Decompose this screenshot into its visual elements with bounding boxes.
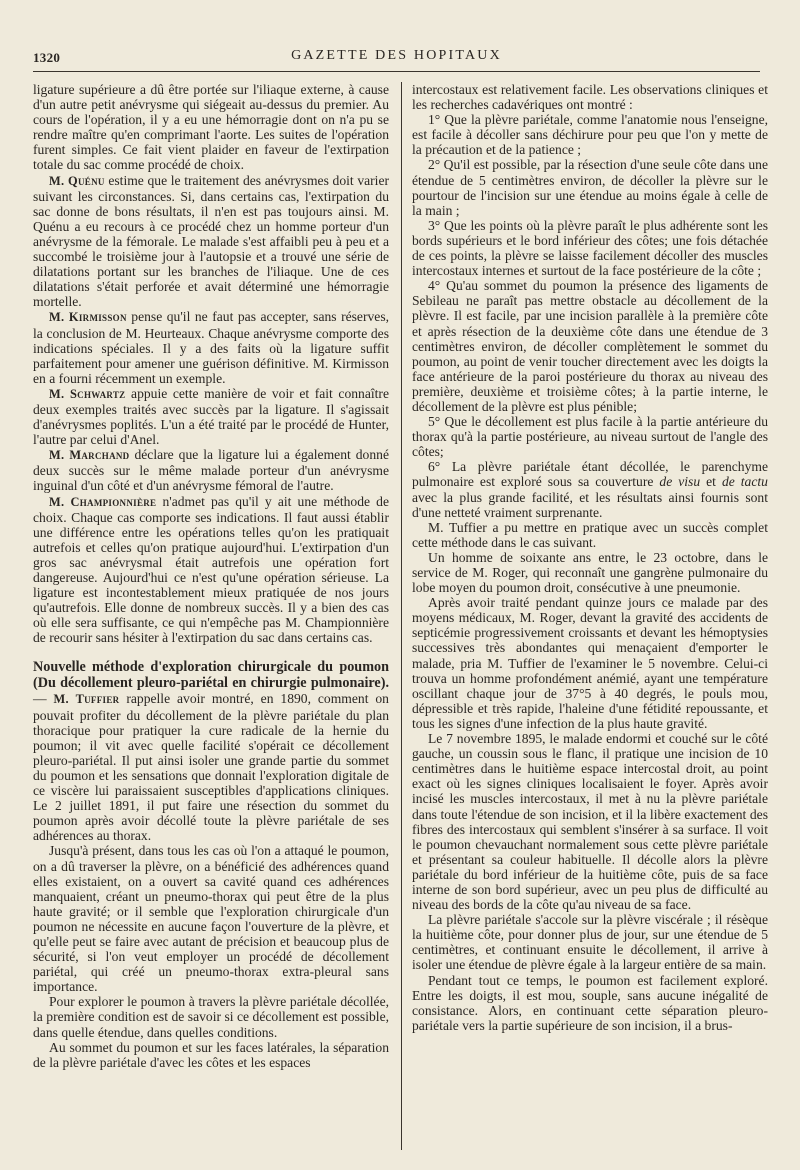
paragraph: Pour explorer le poumon à travers la plèvre pariétale décollée, la première condition est de savoir si ce décollement est possible, dans quelle étendue, dans quelles conditions. — [33, 994, 389, 1040]
paragraph — [33, 386, 389, 447]
paragraph-text: 6° La plèvre pariétale étant décollée, le parenchyme pulmonaire est exploré sous sa couverture — [412, 459, 768, 490]
paragraph — [412, 459, 768, 519]
speaker-name: M. Schwartz — [49, 386, 126, 401]
paragraph-text: pense qu'il ne faut pas accepter, sans réserves, la conclusion de M. Heurteaux. Chaque anévrysme comporte des indications spéciales. Il y a des faits où la ligature suffit parfaitement pour amener une guérison définitive. M. Kirmisson en a fourni récemment un exemple. — [33, 309, 390, 386]
paragraph: Après avoir traité pendant quinze jours ce malade par des moyens médicaux, M. Roger, devant la gravité des accidents de septicémie progressivement croissants et devant les hémoptysies successives très abondantes qui menaçaient d'emporter le malade, pria M. Tuffier de l'examiner le 5 novembre. Celui-ci trouva un homme profondément anémié, ayant une température oscillant chaque jour de 37°5 à 40 degrés, le pouls mou, dépressible et très rapide, l'haleine d'une fétidité repoussante, et tous les signes d'une infection de la plus haute gravité. — [412, 595, 768, 731]
paragraph-text: rappelle avoir montré, en 1890, comment on pouvait profiter du décollement de la plèvre pariétale du plan thoracique pour pratiquer la cure radicale de la hernie du poumon; il vit avec quelle facilité s'opérait ce décollement pleuro-pariétal. Il put ainsi isoler une grande partie du sommet du poumon et les sensations que donnait l'exploration digitale de ce viscère lui paraissaient susceptibles d'applications cliniques. Le 2 juillet 1891, il put faire une résection du sommet du poumon après avoir décollé toute la plèvre pariétale de ses adhérences au thorax. — [33, 691, 389, 844]
paragraph-text: avec la plus grande facilité, et les résultats ainsi fournis sont d'une netteté vraiment surprenante. — [412, 489, 768, 520]
paragraph-text: n'admet pas qu'il y ait une méthode de choix. Chaque cas comporte ses indications. Il faut aussi établir une différence entre les opérations telles qu'on les pratiquait autrefois et celles qu'on pratique aujourd'hui. L'extirpation d'un gros sac anévrysmal était autrefois une opération fort dangereuse. Aujourd'hui ce n'est qu'une opération sérieuse. La ligature est incontestablement mieux pratiquée de nos jours qu'autrefois. Elle donne de nombreux succès. Il y a bien des cas où elle sera suffisante, ce qui n'empêche pas M. Championnière de recourir sans hésiter à l'extirpation du sac dans certains cas. — [33, 493, 389, 646]
speaker-name: M. Kirmisson — [49, 310, 127, 325]
paragraph: ligature supérieure a dû être portée sur l'iliaque externe, à cause d'un autre petit anévrysme qui siégeait au-dessus du premier. Au cours de l'opération, il y a eu une hémorragie dont on n'a pu se rendre maître qu'en comprimant l'aorte. Les suites de l'opération furent simples. Ce fait vient plaider en faveur de l'extirpation totale du sac comme procédé de choix. — [33, 82, 389, 173]
column-divider — [401, 82, 402, 1150]
paragraph: Jusqu'à présent, dans tous les cas où l'on a attaqué le poumon, on a dû traverser la plèvre, on a bénéficié des adhérences quand elles existaient, on a ouvert sa cavité quand ces adhérences manquaient, créant un pneumo-thorax qui peut être de la plus haute gravité; or il semble que l'exploration chirurgicale d'un poumon ne nécessite en aucune façon l'ouverture de la plèvre, et qu'elle peut se faire avec autant de précision et beaucoup plus de sécurité, si l'on veut employer un procédé de décollement pariétal, qui créé un pneumo-thorax extra-pleural sans importance. — [33, 843, 389, 995]
section-paragraph — [33, 659, 389, 843]
paragraph: La plèvre pariétale s'accole sur la plèvre viscérale ; il résèque la huitième côte, pour donner plus de jour, sur une étendue de 5 centimètres, et continuant ensuite le décollement, il arrive à isoler une étendue de plèvre égale à la largeur entière de sa main. — [412, 912, 768, 973]
italic-phrase: de tactu — [721, 474, 768, 490]
paragraph — [33, 309, 389, 385]
paragraph — [33, 494, 389, 646]
paragraph — [33, 447, 389, 493]
paragraph-text: appuie cette manière de voir et fait connaître deux exemples traités avec succès par la ligature. Il s'agissait d'anévrysmes poplités. L'un a été traité par le procédé de Hunter, l'autre par celui d'Anel. — [33, 385, 389, 448]
page-number: 1320 — [33, 50, 61, 65]
speaker-name: M. Quénu — [49, 173, 105, 188]
header-rule — [33, 71, 760, 72]
speaker-name: M. Tuffier — [53, 692, 120, 707]
paragraph: Le 7 novembre 1895, le malade endormi et couché sur le côté gauche, un coussin sous le flanc, il pratique une incision de 10 centimètres dans le huitième espace intercostal droit, au point exact où les signes cliniques localisaient le foyer. Après avoir incisé les muscles intercostaux, il met à nu la plèvre pariétale dans toute l'étendue de son incision, et il la libère exactement des fibres des intercostaux qui semblent s'insérer à sa surface. Il voit le poumon chevauchant normalement sous cette plèvre pariétale et présentant sa couleur habituelle. Il décolle alors la plèvre pariétale du bord inférieur de la huitième côte, puis de sa face interne de son bord supérieur, avec un peu plus de difficulté au niveau des bords de la côte qu'au niveau de sa face. — [412, 731, 768, 913]
left-column — [33, 82, 389, 1070]
italic-phrase: de visu — [659, 474, 701, 490]
paragraph: 2° Qu'il est possible, par la résection d'une seule côte dans une étendue de 5 centimètres environ, de décoller la plèvre sur le pourtour de l'incision sur une étendue au moins égale à celle de la main ; — [412, 157, 768, 218]
paragraph-text: estime que le traitement des anévrysmes doit varier suivant les circonstances. Si, dans certains cas, l'extirpation du sac donne de bons résultats, il n'en est pas toujours ainsi. M. Quénu a eu recours à ce procédé chez un homme porteur d'un anévrysme de la fémorale. Le malade s'est affaibli peu à peu et a succombé le troisième jour à l'autopsie et a trouvé une série de dilatations portant sur les branches de l'iliaque. Une de ces dilatations s'était perforée et avait déterminé une hémorragie mortelle. — [33, 172, 390, 310]
paragraph: 4° Qu'au sommet du poumon la présence des ligaments de Sebileau ne paraît pas mettre obstacle au décollement de la plèvre. Il est facile, par une incision parallèle à la première côte et après résection de la deuxième côte dans une étendue de 3 centimètres environ, de décoller complètement le sommet du poumon, au point de venir toucher directement avec les doigts la face antérieure de la paroi postérieure du thorax au niveau des première, deuxième et troisième côtes; à la partie interne, le décollement de la plèvre est plus pénible; — [412, 278, 768, 414]
paragraph: M. Tuffier a pu mettre en pratique avec un succès complet cette méthode dans le cas suivant. — [412, 519, 768, 550]
paragraph: 5° Que le décollement est plus facile à la partie antérieure du thorax qu'à la partie postérieure, au niveau surtout de l'angle des côtes; — [412, 414, 768, 460]
dash: — — [33, 691, 54, 707]
paragraph — [33, 173, 389, 310]
paragraph: 3° Que les points où la plèvre paraît le plus adhérente sont les bords supérieurs et le bord inférieur des côtes; une fois détachée de ces points, la plèvre se laisse facilement décoller des muscles intercostaux internes et surtout de la face postérieure de la côte ; — [412, 217, 768, 279]
paragraph: Un homme de soixante ans entre, le 23 octobre, dans le service de M. Roger, qui reconnaît une gangrène pulmonaire du lobe moyen du poumon droit, consécutive à une pneumonie. — [412, 549, 768, 596]
right-column — [412, 82, 768, 1033]
section-title: Nouvelle méthode d'exploration chirurgicale du poumon (Du décollement pleuro-pariétal en chirurgie pulmonaire). — [33, 659, 389, 692]
paragraph-text: déclare que la ligature lui a également donné deux succès sur le même malade porteur d'un anévrysme inguinal d'un côté et d'un anévrysme fémoral de l'autre. — [33, 447, 389, 494]
paragraph-text: et — [706, 474, 716, 490]
paragraph: Pendant tout ce temps, le poumon est facilement exploré. Entre les doigts, il est mou, souple, sans aucune inégalité de consistance. Alors, en continuant cette séparation pleuro-pariétale vers la partie supérieure de son incision, il a brus- — [412, 972, 768, 1033]
paragraph: Au sommet du poumon et sur les faces latérales, la séparation de la plèvre pariétale d'avec les côtes et les espaces — [33, 1039, 389, 1070]
paragraph: intercostaux est relativement facile. Les observations cliniques et les recherches cadavériques ont montré : — [412, 82, 768, 113]
speaker-name: M. Championnière — [49, 494, 157, 509]
journal-title: GAZETTE DES HOPITAUX — [291, 48, 502, 63]
speaker-name: M. Marchand — [49, 448, 130, 463]
page-header — [33, 40, 760, 70]
paragraph: 1° Que la plèvre pariétale, comme l'anatomie nous l'enseigne, est facile à décoller sans déchirure pour peu que l'on y mette de la précaution et de la patience ; — [412, 112, 768, 158]
